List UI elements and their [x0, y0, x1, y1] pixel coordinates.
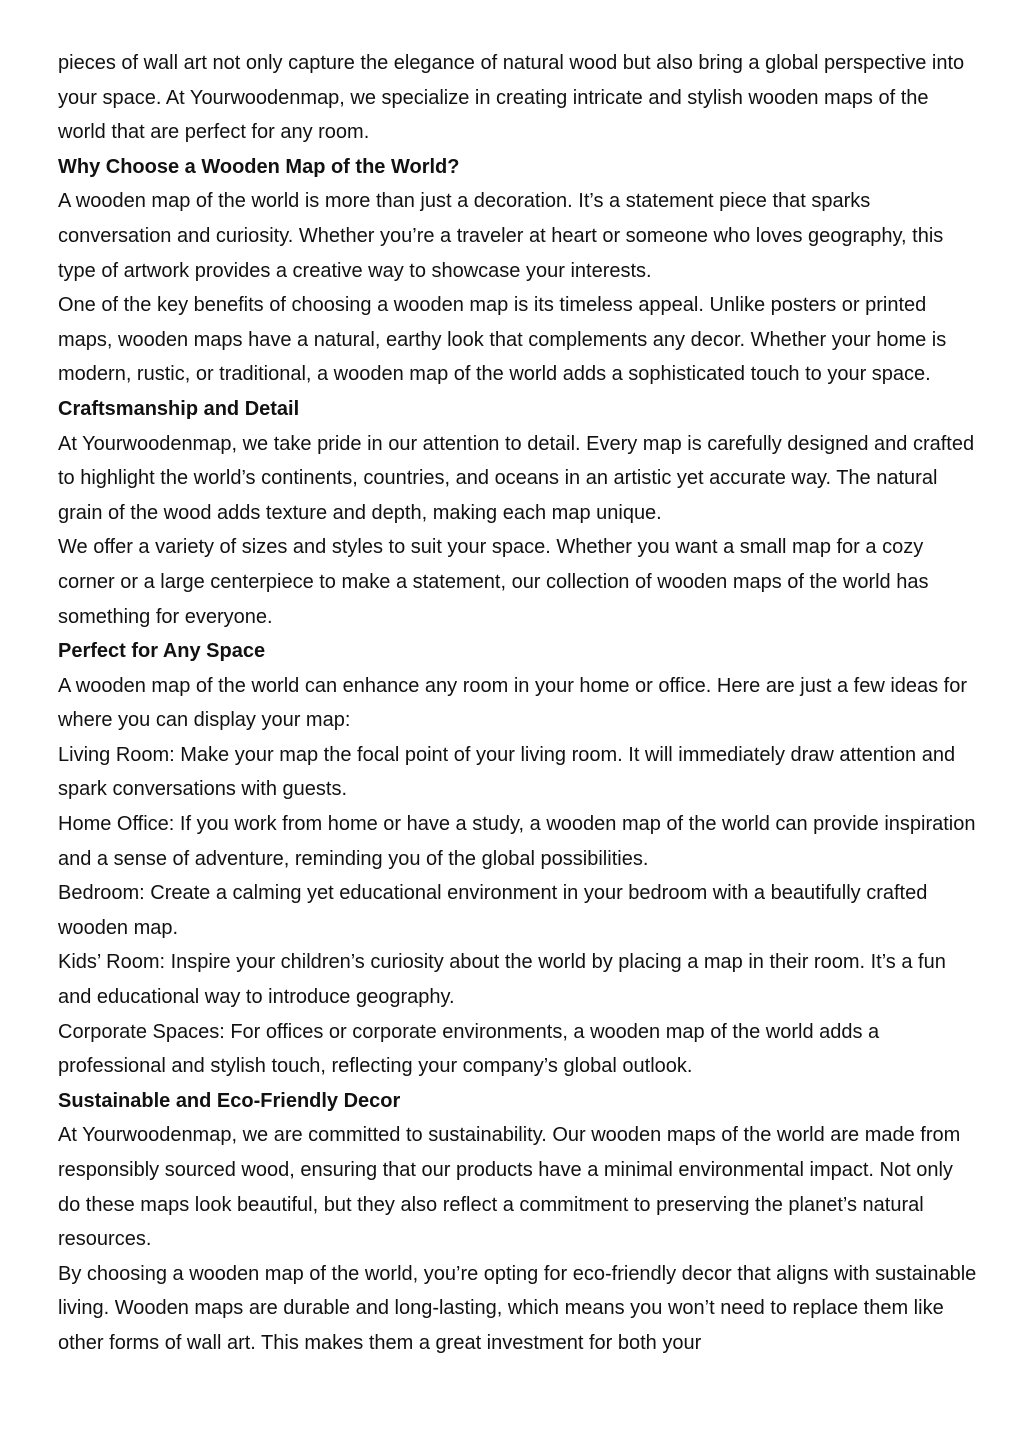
idea-living-room: Living Room: Make your map the focal point of your living room. It will immediately draw attention and spark conversations with guests. — [58, 743, 956, 801]
idea-corporate-spaces: Corporate Spaces: For offices or corporate environments, a wooden map of the world adds a professional and stylish touch, reflecting your company’s global outlook. — [58, 1020, 880, 1078]
why-choose-paragraph-1: A wooden map of the world is more than just a decoration. It’s a statement piece that sparks conversation and curiosity. Whether you’re a traveler at heart or someone who loves geography, this type of artwork provides a creative way to showcase your interests. — [58, 190, 944, 282]
idea-kids-room: Kids’ Room: Inspire your children’s curiosity about the world by placing a map in their room. It’s a fun and educational way to introduce geography. — [58, 951, 946, 1009]
craftsmanship-paragraph-2: We offer a variety of sizes and styles to suit your space. Whether you want a small map for a cozy corner or a large centerpiece to make a statement, our collection of wooden maps of the world has something for everyone. — [58, 536, 929, 628]
perfect-space-intro: A wooden map of the world can enhance any room in your home or office. Here are just a few ideas for where you can display your map: — [58, 674, 968, 732]
idea-home-office: Home Office: If you work from home or have a study, a wooden map of the world can provide inspiration and a sense of adventure, reminding you of the global possibilities. — [58, 813, 976, 870]
heading-why-choose: Why Choose a Wooden Map of the World? — [58, 155, 460, 178]
heading-sustainable: Sustainable and Eco-Friendly Decor — [58, 1089, 401, 1112]
document-body — [58, 46, 978, 1361]
sustainable-paragraph-1: At Yourwoodenmap, we are committed to sustainability. Our wooden maps of the world are made from responsibly sourced wood, ensuring that our products have a minimal environmental impact. Not only do these maps look beautiful, but they also reflect a commitment to preserving the planet’s natural resources. — [58, 1124, 961, 1251]
why-choose-paragraph-2: One of the key benefits of choosing a wooden map is its timeless appeal. Unlike posters or printed maps, wooden maps have a natural, earthy look that complements any decor. Whether your home is modern, rustic, or traditional, a wooden map of the world adds a sophisticated touch to your space. — [58, 294, 947, 386]
heading-perfect-space: Perfect for Any Space — [58, 640, 266, 663]
heading-craftsmanship: Craftsmanship and Detail — [58, 397, 300, 420]
idea-bedroom: Bedroom: Create a calming yet educational environment in your bedroom with a beautifully crafted wooden map. — [58, 882, 928, 939]
craftsmanship-paragraph-1: At Yourwoodenmap, we take pride in our attention to detail. Every map is carefully designed and crafted to highlight the world’s continents, countries, and oceans in an artistic yet accurate way. The natural grain of the wood adds texture and depth, making each map unique. — [58, 432, 975, 524]
intro-paragraph: pieces of wall art not only capture the elegance of natural wood but also bring a global perspective into your space. At Yourwoodenmap, we specialize in creating intricate and stylish wooden maps of the world that are perfect for any room. — [58, 52, 965, 144]
sustainable-paragraph-2: By choosing a wooden map of the world, you’re opting for eco-friendly decor that aligns with sustainable living. Wooden maps are durable and long-lasting, which means you won’t need to replace them like other forms of wall art. This makes them a great investment for both your — [58, 1262, 977, 1354]
